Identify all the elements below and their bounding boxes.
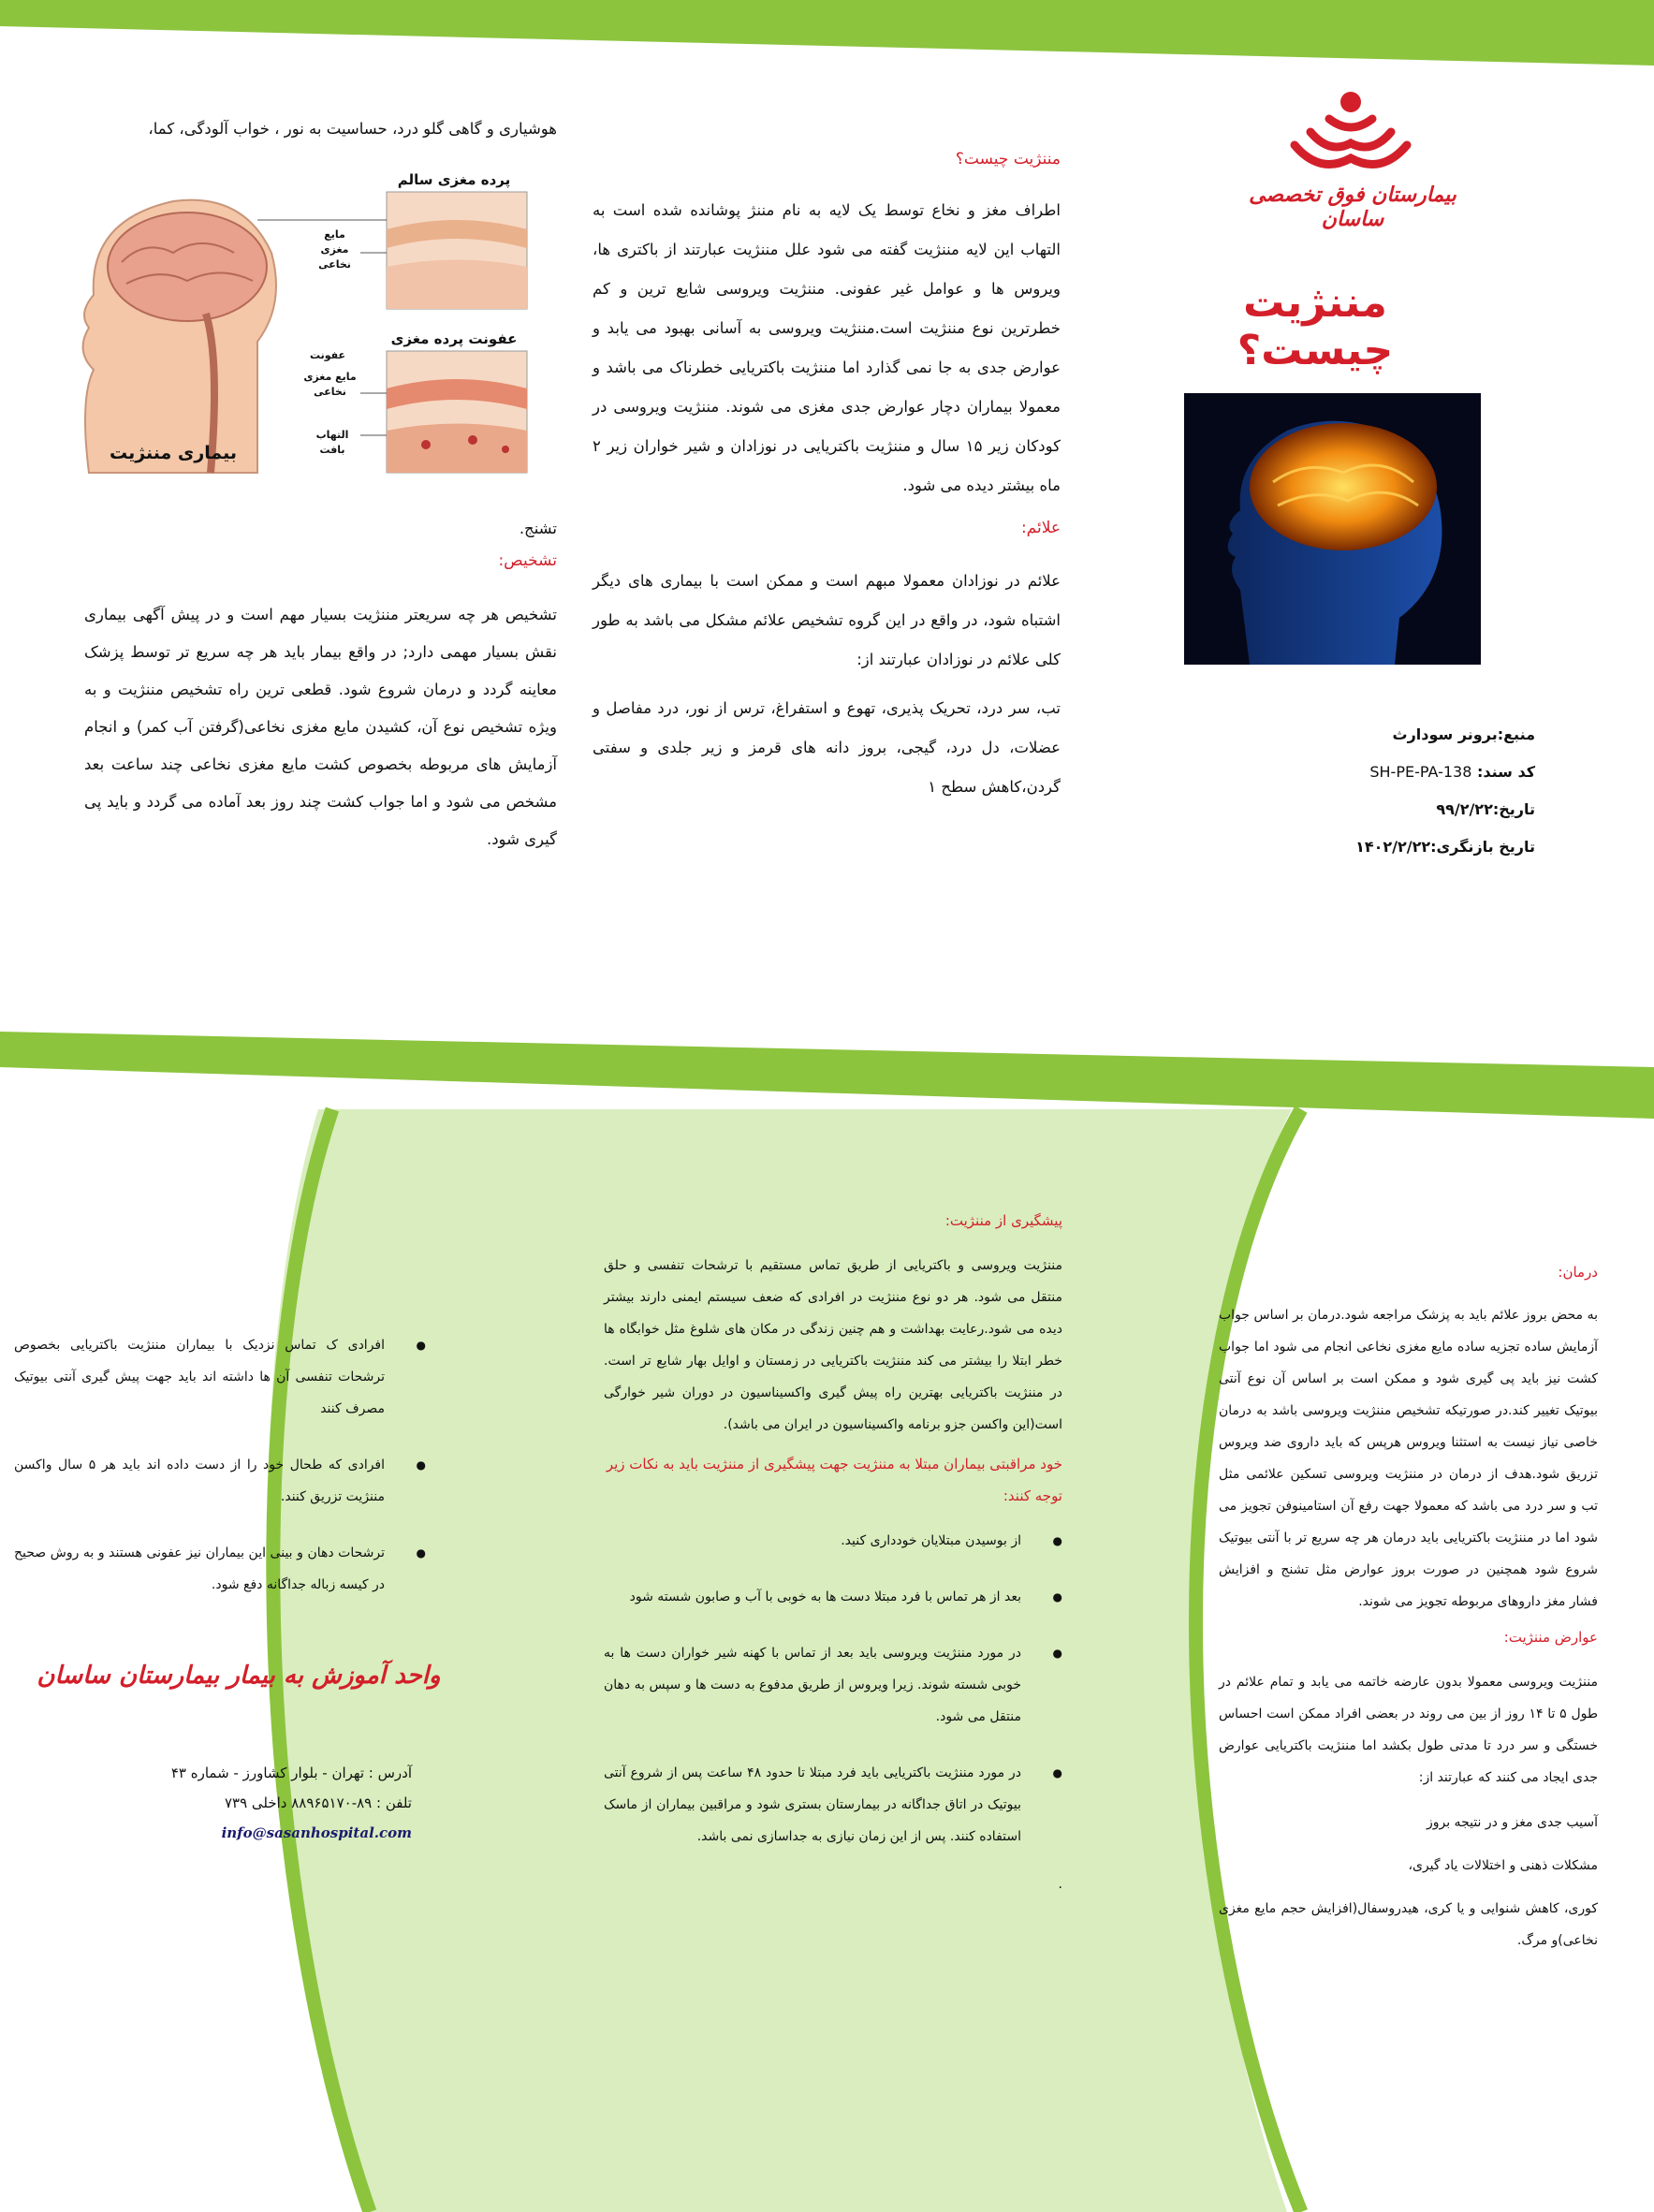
- complication-item-3: کوری، کاهش شنوایی و یا کری، هیدروسفال(افزایش حجم مایع مغزی نخاعی)و مرگ.: [1219, 1901, 1598, 1948]
- diagram-infection-label: عفونت: [309, 349, 346, 361]
- cover-title: مننژیت چیست؟: [1237, 279, 1394, 374]
- treatment-title: درمان:: [1558, 1264, 1598, 1281]
- back-right-column: [1219, 1264, 1598, 1956]
- left-top-line: هوشیاری و گاهی گلو درد، حساسیت به نور ، خواب آلودگی، کما،: [148, 120, 557, 138]
- trailing-dot: .: [1058, 1877, 1062, 1892]
- contact-item-2: ● افرادی که طحال خود را از دست داده اند باید هر ۵ سال واکسن مننژیت تزریق کنند.: [14, 1449, 426, 1513]
- complication-item-2: مشکلات ذهنی و اختلالات یاد گیری،: [1408, 1858, 1598, 1873]
- self-care-title: خود مراقبتی بیماران مبتلا به مننژیت جهت پیشگیری از مننژیت باید به نکات زیر توجه کنند:: [606, 1456, 1062, 1504]
- self-care-item-4: ● در مورد مننژیت باکتریایی باید فرد مبتلا تا حدود ۴۸ ساعت پس از شروع آنتی بیوتیک در اتاق جداگانه در بیمارستان بستری شود و مراقبین بیماران از ماسک استفاده کنند. پس از این زمان نیازی به جداسازی نمی باشد.: [604, 1757, 1062, 1853]
- complication-item-1: آسیب جدی مغز و در نتیجه بروز: [1426, 1815, 1598, 1830]
- diagnosis-title: تشخیص:: [498, 551, 557, 570]
- symptoms-list: تب، سر درد، تحریک پذیری، تهوع و استفراغ، ترس از نور، درد مفاصل و عضلات، دل درد، گیجی، بروز دانه های قرمز و زیر جلدی و سفتی گردن،کاهش سطح ۱: [593, 699, 1061, 796]
- self-care-item-1: ● از بوسیدن مبتلایان خودداری کنید.: [604, 1525, 1062, 1557]
- middle-top-column: [593, 150, 1061, 807]
- diagnosis-text: تشخیص هر چه سریعتر مننژیت بسیار مهم است و در پیش آگهی بیماری نقش بسیار مهمی دارد; در واقع بیمار باید هر چه سریع تر توسط پزشک معاینه گردد و درمان شروع شود. قطعی ترین راه تشخیص مننژیت و به ویژه تشخیص نوع آن، کشیدن مایع مغزی نخاعی(گرفتن آب کمر) و انجام آزمایش های مربوطه بخصوص کشت مایع مغزی نخاعی چند ساعت بعد مشخص می شود و اما جواب کشت چند روز بعد آماده می گردد و باید پی گیری شود.: [84, 606, 557, 848]
- self-care-item-3: ● در مورد مننژیت ویروسی باید بعد از تماس با کهنه شیر خواران دست ها به خوبی شسته شوند. زیرا ویروس از طریق مدفوع به دست ها و سپس به دهان منتقل می شود.: [604, 1637, 1062, 1733]
- diagram-csf-label-2: مایع مغزی نخاعی: [303, 371, 357, 398]
- diagram-csf-label-1: مایع مغزی نخاعی: [318, 228, 351, 271]
- meta-revision-date: تاریخ بازنگری:۱۴۰۲/۲/۲۲: [1355, 838, 1535, 856]
- treatment-text: به محض بروز علائم باید به پزشک مراجعه شود.درمان بر اساس جواب آزمایش ساده تجزیه ساده مایع مغزی نخاعی انجام می شود اما جواب کشت نیز باید پی گیری شود و ممکن است بر اساس آن نوع آنتی بیوتیک تغییر کند.در صورتیکه تشخیص مننژیت ویروسی باشد به درمان خاصی نیاز نیست به استثنا ویروس هرپس که باید داروی ضد ویروس تزریق شود.هدف از درمان در مننژیت ویروسی تسکین علائمی مثل تب و سر درد می باشد که معمولا جهت رفع آن استامینوفن تجویز می شود اما در مننژیت باکتریایی باید درمان هر چه سریع تر با آنتی بیوتیک شروع شود همچنین در صورت بروز عوارض مثل تشنج و افزایش فشار مغز داروهای مربوطه تجویز می شوند.: [1219, 1308, 1598, 1609]
- meta-date: تاریخ:۹۹/۲/۲۲: [1436, 800, 1535, 818]
- address: آدرس : تهران - بلوار کشاورز - شماره ۴۳: [170, 1765, 412, 1781]
- contact-item-3: ● ترشحات دهان و بینی این بیماران نیز عفونی هستند و به روش صحیح در کیسه زباله جداگانه دفع شود.: [14, 1537, 426, 1601]
- diagram-infected-label: عفونت پرده مغزی: [390, 330, 518, 347]
- what-is-text: اطراف مغز و نخاع توسط یک لایه به نام مننژ پوشانده شده است به التهاب این لایه مننژیت گفته می شود علل مننژیت عبارتند از باکتری ها، ویروس ها و عوامل غیر عفونی. مننژیت ویروسی شایع ترین و کم خطرترین نوع مننژیت است.مننژیت ویروسی به آسانی بهبود می یابد و عوارض جدی به جا نمی گذارد اما مننژیت باکتریایی خطرناک می باشد و معمولا بیماران دچار عوارض جدی مغزی می شوند. مننژیت ویروسی در کودکان زیر ۱۵ سال و مننژیت باکتریایی در نوزادان و شیر خواران زیر ۲ ماه بیشتر دیده می شود.: [593, 201, 1061, 494]
- contact-item-1: ● افرادی ک تماس نزدیک با بیماران مننژیت باکتریایی بخصوص ترشحات تنفسی آن ها داشته اند باید جهت پیش گیری آنتی بیوتیک مصرف کنند: [14, 1329, 426, 1425]
- symptoms-title: علائم:: [1020, 519, 1061, 537]
- cover-image: [1184, 393, 1481, 665]
- hospital-name: بیمارستان فوق تخصصی ساسان: [1249, 183, 1456, 231]
- left-top-column: [84, 510, 557, 858]
- education-unit-title: واحد آموزش به بیمار بیمارستان ساسان: [37, 1662, 441, 1690]
- sasan-hospital-logo-icon: [1240, 89, 1474, 173]
- meta-source: منبع:برونر سودارث: [1392, 725, 1535, 743]
- complications-title: عوارض مننژیت:: [1503, 1629, 1598, 1646]
- back-middle-column: [604, 1212, 1062, 1892]
- hospital-logo: [1240, 89, 1474, 229]
- phone: تلفن : ۸۹-۸۸۹۶۵۱۷۰ داخلی ۷۳۹: [224, 1795, 412, 1811]
- back-left-column: [14, 1329, 426, 1625]
- contact-prevention-list: [14, 1329, 426, 1601]
- self-care-list: [604, 1525, 1062, 1853]
- diagram-caption: بیماری مننژیت: [109, 443, 238, 463]
- divider-green-band: [0, 1032, 1654, 1119]
- symptoms-text: علائم در نوزادان معمولا مبهم است و ممکن است با بیماری های دیگر اشتباه شود، در واقع در این گروه تشخیص علائم مشکل می باشد به طور کلی علائم در نوزادان عبارتند از:: [593, 572, 1061, 668]
- diagram-healthy-label: پرده مغزی سالم: [397, 171, 511, 188]
- meta-doc-code: کد سند: SH-PE-PA-138: [1369, 763, 1535, 781]
- what-is-title: مننژیت چیست؟: [955, 150, 1061, 168]
- contact-info: [112, 1758, 412, 1848]
- seizure-text: تشنج.: [519, 520, 557, 537]
- cover-meta: [1217, 725, 1535, 875]
- top-green-band: [0, 0, 1654, 66]
- prevention-title: پیشگیری از مننژیت:: [944, 1212, 1062, 1229]
- email: info@sasanhospital.com: [221, 1824, 412, 1841]
- glowing-brain-head-icon: [1184, 393, 1481, 665]
- complications-text: مننژیت ویروسی معمولا بدون عارضه خاتمه می یابد و تمام علائم در طول ۵ تا ۱۴ روز از بین می روند در بعضی افراد ممکن است احساس خستگی و سر درد تا مدتی طول بکشد اما مننژیت باکتریایی عوارض جدی ایجاد می کنند که عبارتند از:: [1219, 1675, 1598, 1785]
- meningitis-diagram: [70, 164, 557, 487]
- diagram-inflammation-label: التهاب بافت: [315, 429, 349, 456]
- prevention-text: مننژیت ویروسی و باکتریایی از طریق تماس مستقیم با ترشحات تنفسی و حلق منتقل می شود. هر دو نوع مننژیت در افرادی که ضعف سیستم ایمنی دارند بیشتر دیده می شود.رعایت بهداشت و هم چنین زندگی در مکان های شلوغ مثل خوابگاه ها خطر ابتلا را بیشتر می کند مننژیت باکتریایی در زمستان و اوایل بهار شایع تر است. در مننژیت باکتریایی بهترین راه پیش گیری واکسیناسیون در دوران شیر خوارگی است(این واکسن جزو برنامه واکسیناسیون در ایران می باشد).: [604, 1258, 1062, 1432]
- self-care-item-2: ● بعد از هر تماس با فرد مبتلا دست ها به خوبی با آب و صابون شسته شود: [604, 1581, 1062, 1613]
